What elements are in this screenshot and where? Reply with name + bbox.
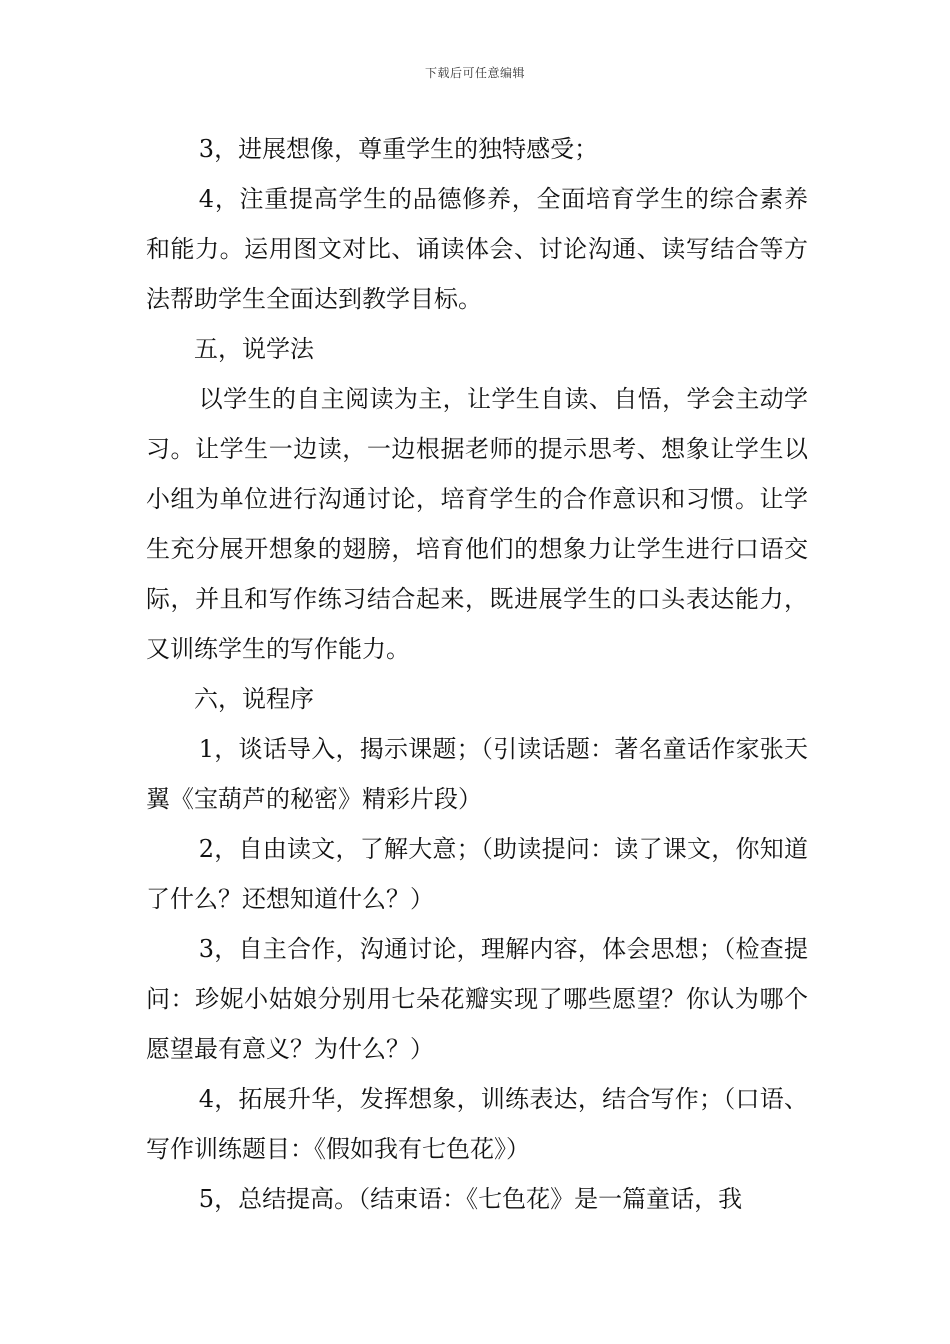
paragraph-procedure-2: 2，自由读文，了解大意；（助读提问：读了课文，你知道了什么？还想知道什么？） <box>146 835 808 913</box>
paragraph-procedure-4: 4，拓展升华，发挥想象，训练表达，结合写作；（口语、写作训练题目：《假如我有七色花》） <box>146 1085 808 1163</box>
paragraph-study-method: 以学生的自主阅读为主，让学生自读、自悟，学会主动学习。让学生一边读，一边根据老师的提示思考、想象让学生以小组为单位进行沟通讨论，培育学生的合作意识和习惯。让学生充分展开想象的翅膀，培育他们的想象力让学生进行口语交际，并且和写作练习结合起来，既进展学生的口头表达能力，又训练学生的写作能力。 <box>146 385 808 663</box>
paragraph-procedure-5: 5，总结提高。（结束语：《七色花》是一篇童话，我 <box>198 1185 743 1213</box>
section-heading-procedure: 六，说程序 <box>194 685 314 713</box>
paragraph-goal-3: 3，进展想像，尊重学生的独特感受； <box>198 135 599 163</box>
section-heading-study-method: 五，说学法 <box>194 335 314 363</box>
page-header: 下载后可任意编辑 <box>424 66 525 80</box>
paragraph-procedure-1: 1，谈话导入，揭示课题；（引读话题：著名童话作家张天翼《宝葫芦的秘密》精彩片段） <box>146 735 808 813</box>
paragraph-goal-4: 4，注重提高学生的品德修养，全面培育学生的综合素养和能力。运用图文对比、诵读体会、讨论沟通、读写结合等方法帮助学生全面达到教学目标。 <box>146 185 808 313</box>
document-body <box>146 124 808 1224</box>
paragraph-procedure-3: 3，自主合作，沟通讨论，理解内容，体会思想；（检查提问：珍妮小姑娘分别用七朵花瓣实现了哪些愿望？你认为哪个愿望最有意义？为什么？） <box>146 935 808 1063</box>
